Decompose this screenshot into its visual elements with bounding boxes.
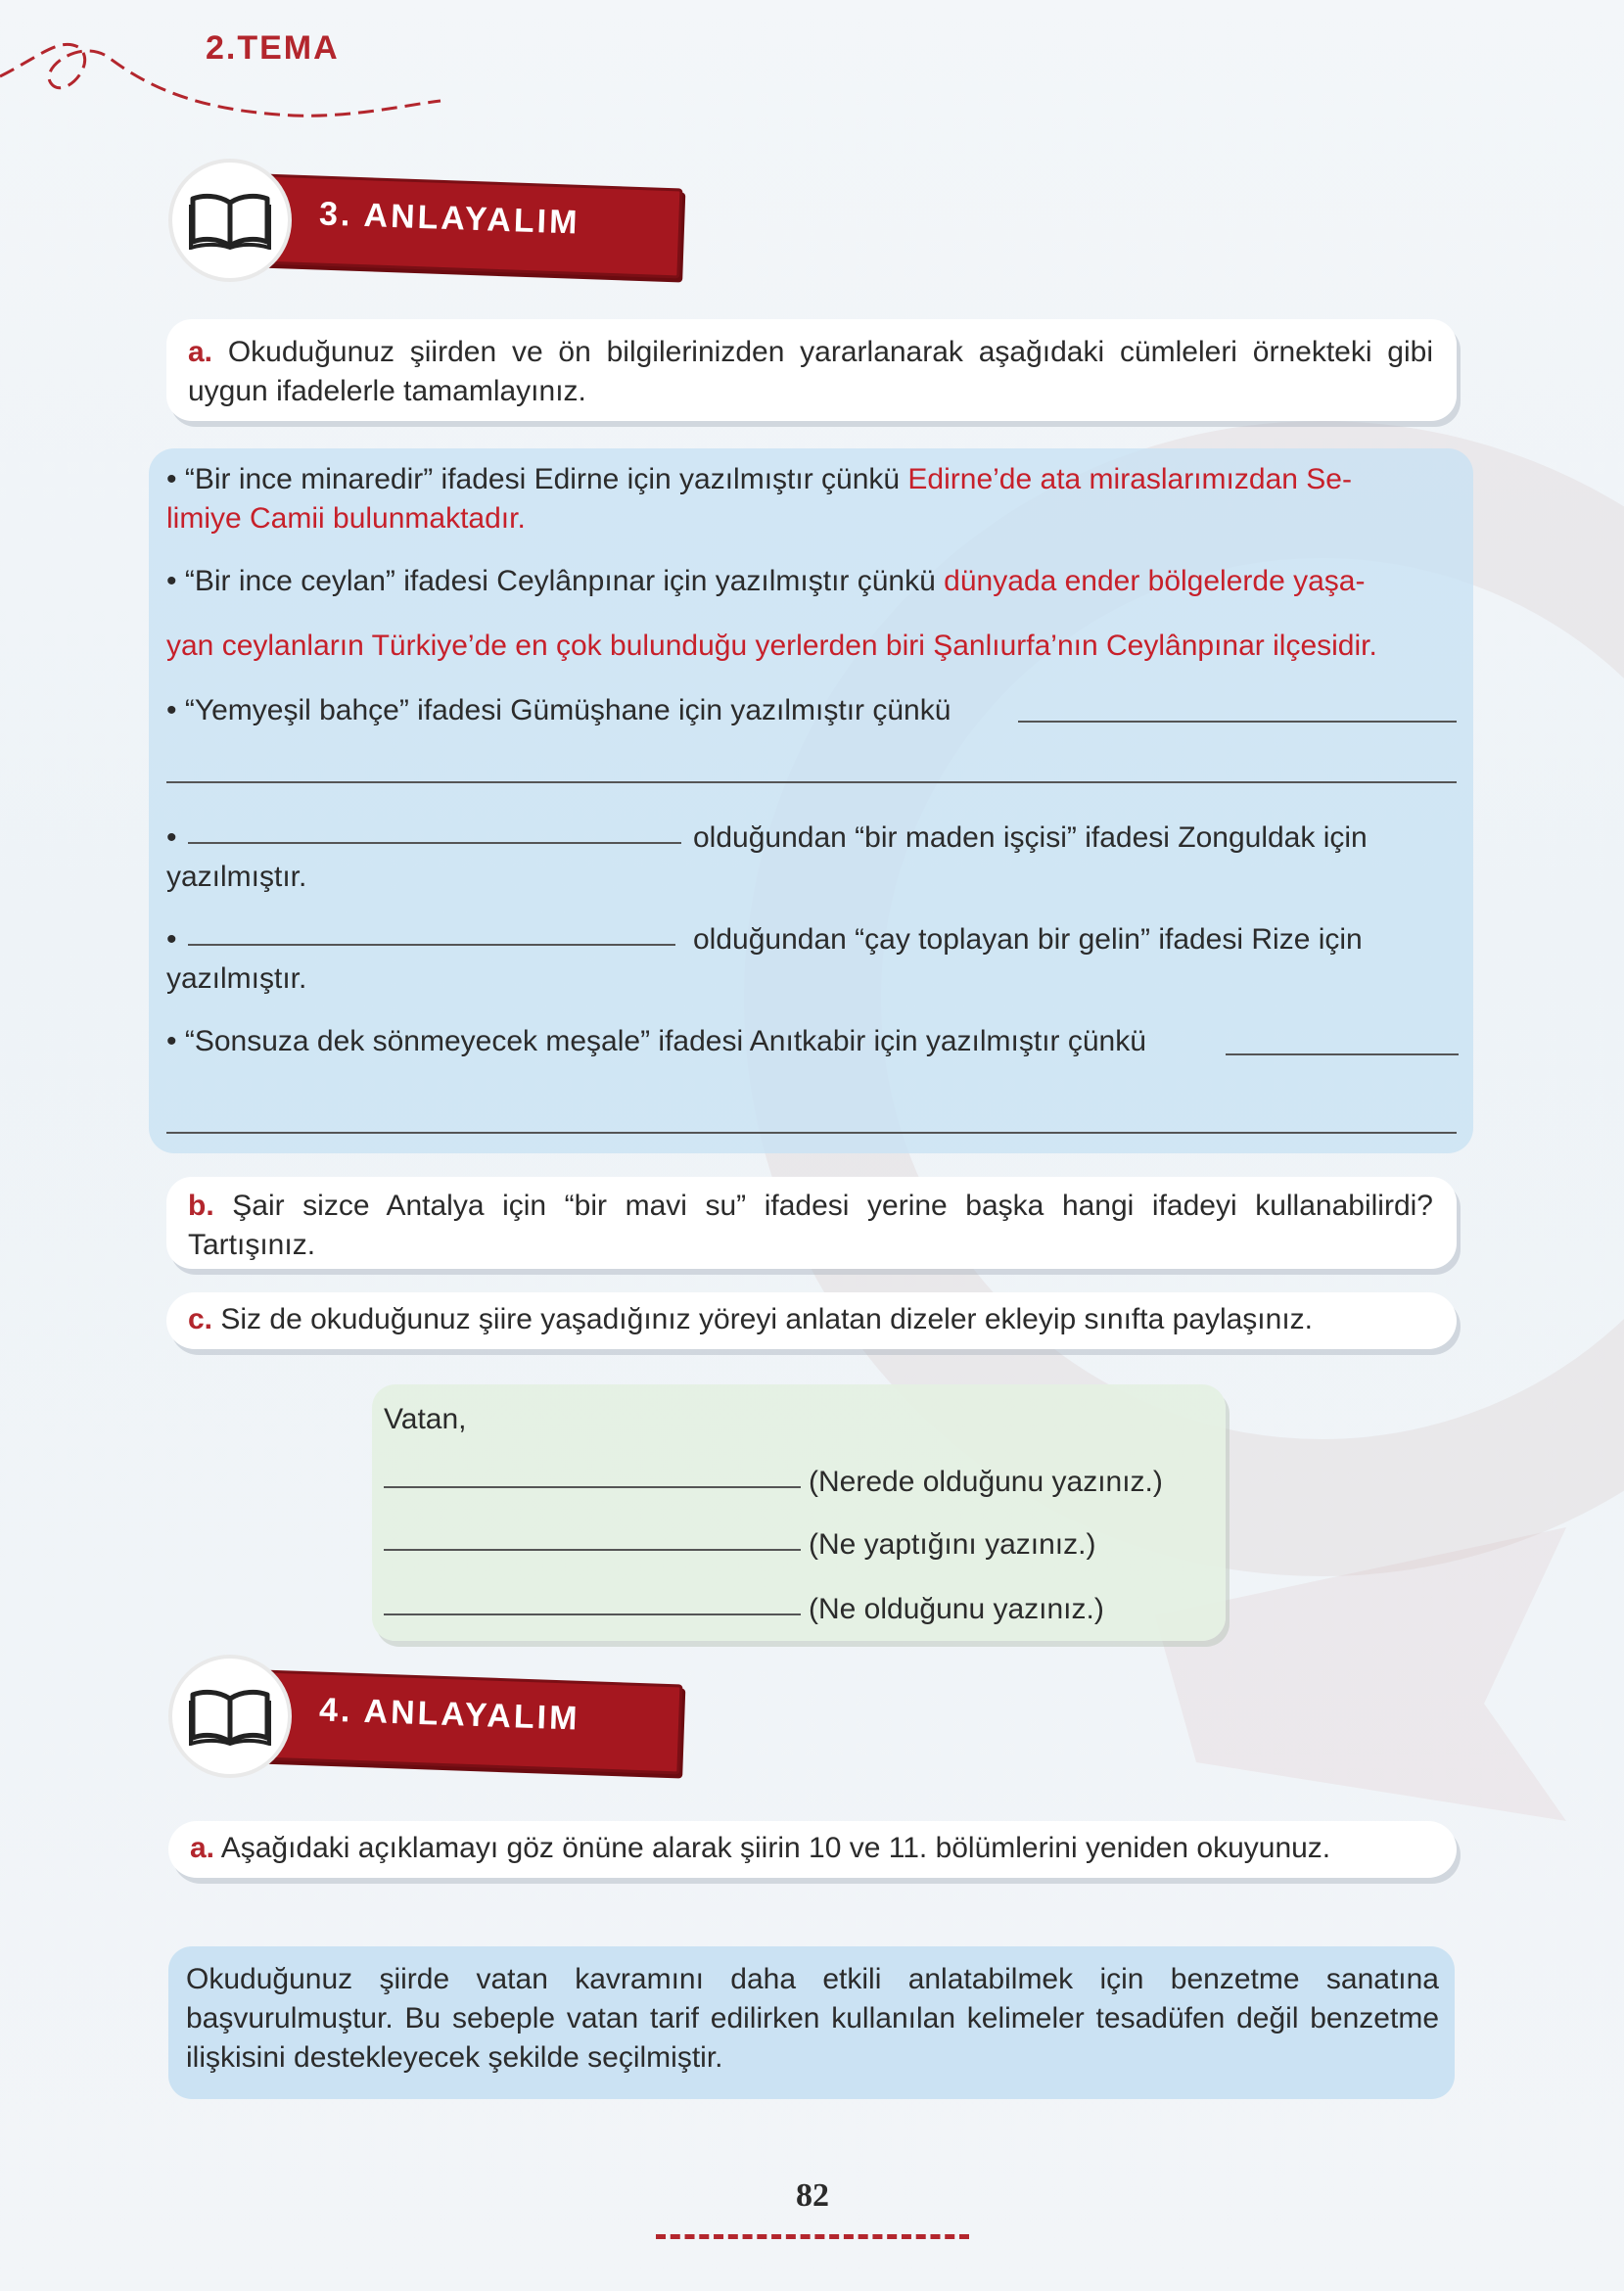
item-5-bullet: • xyxy=(166,923,177,956)
item-3 xyxy=(166,691,951,730)
answer-line[interactable] xyxy=(188,944,675,946)
item-2 xyxy=(166,562,1365,601)
answer-line[interactable] xyxy=(1018,721,1457,723)
answer-line[interactable] xyxy=(1226,1053,1459,1055)
item-4-end: yazılmıştır. xyxy=(166,861,307,893)
task-text: Şair sizce Antalya için “bir mavi su” ifadesi yerine başka hangi ifadeyi kullanabilirdi? Tartışınız. xyxy=(188,1190,1433,1261)
task-b-box xyxy=(166,1177,1457,1269)
section-4-badge xyxy=(147,1655,695,1801)
poem-title: Vatan, xyxy=(384,1403,467,1435)
task-letter: a. xyxy=(188,336,213,368)
poem-blank-3[interactable] xyxy=(384,1613,801,1615)
item-text: • “Yemyeşil bahçe” ifadesi Gümüşhane için yazılmıştır çünkü xyxy=(166,694,951,726)
poem-hint-2: (Ne yaptığını yazınız.) xyxy=(809,1528,1096,1561)
poem-hint-1: (Nerede olduğunu yazınız.) xyxy=(809,1466,1163,1498)
task-c-box xyxy=(166,1292,1457,1349)
item-6: • “Sonsuza dek sönmeyecek meşale” ifadesi Anıtkabir için yazılmıştır çünkü xyxy=(166,1025,1146,1057)
item-1 xyxy=(166,460,1352,499)
badge-title: 3. ANLAYALIM xyxy=(318,195,581,242)
footer-divider xyxy=(656,2234,969,2239)
poem-blank-2[interactable] xyxy=(384,1549,801,1551)
answer-line[interactable] xyxy=(188,842,681,844)
task-letter: a. xyxy=(190,1832,215,1864)
item-2-answer-cont: yan ceylanların Türkiye’de en çok bulunduğu yerlerden biri Şanlıurfa’nın Ceylânpınar ilçesidir. xyxy=(166,630,1377,662)
answer-text: dünyada ender bölgelerde yaşa- xyxy=(944,565,1366,597)
answer-line[interactable] xyxy=(166,1132,1457,1134)
theme-label: 2.TEMA xyxy=(206,29,340,67)
task-letter: b. xyxy=(188,1190,214,1222)
book-icon xyxy=(168,1655,292,1778)
item-1-answer-cont: limiye Camii bulunmaktadır. xyxy=(166,502,526,535)
answer-line[interactable] xyxy=(166,781,1457,783)
poem-blank-1[interactable] xyxy=(384,1486,801,1488)
badge-title: 4. ANLAYALIM xyxy=(318,1691,581,1738)
item-4-bullet: • xyxy=(166,821,177,854)
item-5-text: olduğundan “çay toplayan bir gelin” ifadesi Rize için xyxy=(693,923,1363,956)
info-box: Okuduğunuz şiirde vatan kavramını daha etkili anlatabilmek için benzetme sanatına başvurulmuştur. Bu sebeple vatan tarif edilirken kullanılan kelimeler tesadüfen değil benzetme ilişkisini destekleyecek şekilde seçilmiştir. xyxy=(168,1946,1455,2099)
item-text: • “Bir ince ceylan” ifadesi Ceylânpınar için yazılmıştır çünkü xyxy=(166,565,945,597)
poem-hint-3: (Ne olduğunu yazınız.) xyxy=(809,1593,1104,1625)
task-text: Aşağıdaki açıklamayı göz önüne alarak şiirin 10 ve 11. bölümlerini yeniden okuyunuz. xyxy=(220,1832,1331,1864)
book-icon xyxy=(168,159,292,282)
item-5-end: yazılmıştır. xyxy=(166,962,307,995)
task-text: Okuduğunuz şiirden ve ön bilgilerinizden yararlanarak aşağıdaki cümleleri örnekteki gibi uygun ifadelerle tamamlayınız. xyxy=(188,336,1433,407)
task-a-box xyxy=(166,319,1457,421)
section-3-badge xyxy=(147,159,695,305)
item-text: • “Bir ince minaredir” ifadesi Edirne için yazılmıştır çünkü xyxy=(166,463,908,495)
answer-text: Edirne’de ata miraslarımızdan Se- xyxy=(907,463,1352,495)
task-text: Siz de okuduğunuz şiire yaşadığınız yöreyi anlatan dizeler ekleyip sınıfta paylaşınız. xyxy=(220,1303,1313,1335)
task-4a-box xyxy=(168,1821,1457,1878)
page-number: 82 xyxy=(796,2177,829,2214)
task-letter: c. xyxy=(188,1303,213,1335)
item-4-text: olduğundan “bir maden işçisi” ifadesi Zonguldak için xyxy=(693,821,1368,854)
